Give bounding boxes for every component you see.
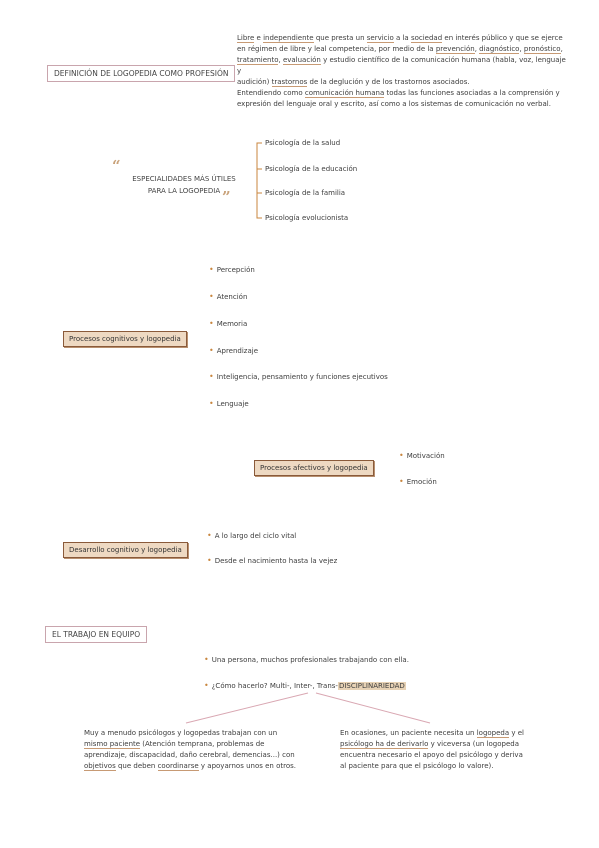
equipo-list [204, 655, 409, 693]
equipo-title-box [45, 626, 147, 643]
definicion-text [237, 33, 572, 110]
list-item: • Inteligencia, pensamiento y funciones ejecutivos [209, 372, 388, 399]
equipo-title: EL TRABAJO EN EQUIPO [52, 630, 141, 639]
especialidad-item: Psicología de la familia [265, 189, 346, 197]
list-item: • A lo largo del ciclo vital [207, 531, 337, 556]
close-quote-icon: ” [222, 188, 231, 206]
definicion-line: expresión del lenguaje oral y escrito, así como a los sistemas de comunicación no verbal. [237, 100, 551, 108]
definicion-title-box [47, 65, 235, 82]
list-item: • Percepción [209, 265, 388, 292]
equipo-bullet2-text: ¿Cómo hacerlo? Multi-, Inter-, Trans- [211, 682, 338, 690]
list-item: • Atención [209, 292, 388, 319]
afectivos-title-box [254, 460, 374, 476]
desarrollo-list [207, 531, 337, 568]
especialidad-item: Psicología de la salud [265, 139, 341, 147]
disciplinariedad-highlight: DISCIPLINARIEDAD [338, 682, 405, 690]
desarrollo-title: Desarrollo cognitivo y logopedia [69, 546, 182, 554]
definicion-line: audición) trastornos de la deglución y de los trastornos asociados. [237, 78, 470, 86]
list-item: • Una persona, muchos profesionales trabajando con ella. [204, 655, 409, 681]
paragraph-line: objetivos que deben coordinarse y apoyarnos unos en otros. [84, 762, 296, 770]
list-item: • Aprendizaje [209, 346, 388, 372]
especialidad-item: Psicología de la educación [265, 165, 358, 173]
especialidades-title-line2: PARA LA LOGOPEDIA [147, 187, 221, 195]
definicion-title: DEFINICIÓN DE LOGOPEDIA COMO PROFESIÓN [54, 69, 229, 78]
afectivos-list [399, 451, 445, 489]
equipo-left-paragraph [84, 728, 324, 772]
paragraph-line: encuentra necesario el apoyo del psicólogo y deriva [340, 751, 523, 759]
equipo-connector-lines [180, 690, 440, 730]
cognitivos-title-box [63, 331, 187, 347]
equipo-right-paragraph [340, 728, 560, 772]
afectivos-title: Procesos afectivos y logopedia [260, 464, 368, 472]
list-item: • Memoria [209, 319, 388, 346]
paragraph-line: En ocasiones, un paciente necesita un logopeda y el [340, 729, 525, 737]
definicion-line: en régimen de libre y leal competencia, por medio de la prevención, diagnóstico, pronóstico, [237, 45, 563, 53]
list-item: • Emoción [399, 477, 445, 489]
paragraph-line: aprendizaje, discapacidad, daño cerebral, demencias...) con [84, 751, 295, 759]
list-item: • Lenguaje [209, 399, 388, 411]
list-item: • Motivación [399, 451, 445, 477]
especialidades-title-line1: ESPECIALIDADES MÁS ÚTILES [132, 175, 236, 183]
definicion-line: Entendiendo como comunicación humana todas las funciones asociadas a la comprensión y [237, 89, 560, 97]
paragraph-line: psicólogo ha de derivarlo y viceversa (un logopeda [340, 740, 519, 748]
definicion-line: Libre e independiente que presta un servicio a la sociedad en interés público y que se ejerce [237, 34, 563, 42]
paragraph-line: mismo paciente (Atención temprana, problemas de [84, 740, 265, 748]
cognitivos-list [209, 265, 388, 411]
cognitivos-title: Procesos cognitivos y logopedia [69, 335, 181, 343]
open-quote-icon: “ [112, 157, 121, 175]
paragraph-line: Muy a menudo psicólogos y logopedas trabajan con un [84, 729, 278, 737]
especialidades-bracket [254, 138, 266, 224]
paragraph-line: al paciente para que el psicólogo lo valore). [340, 762, 494, 770]
list-item: • Desde el nacimiento hasta la vejez [207, 556, 337, 568]
desarrollo-title-box [63, 542, 188, 558]
especialidad-item: Psicología evolucionista [265, 214, 349, 222]
definicion-line: tratamiento, evaluación y estudio científico de la comunicación humana (habla, voz, lenguaje y [237, 56, 566, 75]
